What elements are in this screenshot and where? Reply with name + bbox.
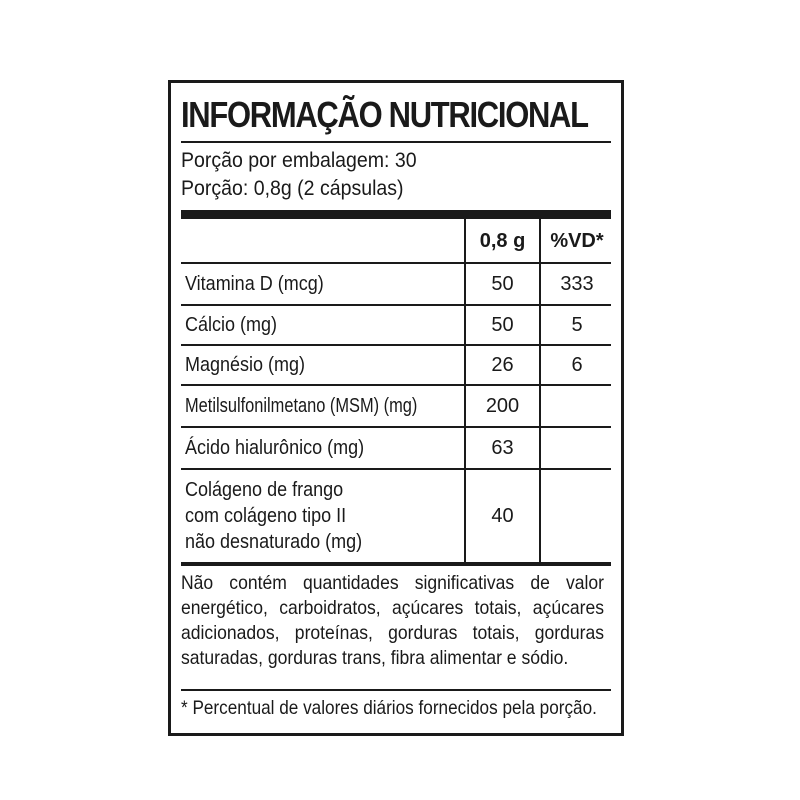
serving-size: Porção: 0,8g (2 cápsulas): [181, 177, 404, 200]
table-row-amount: [466, 346, 539, 384]
nutrient-name: Vitamina D (mcg): [185, 273, 324, 295]
nutrient-dv: 333: [560, 273, 594, 295]
table-row-dv: [541, 470, 613, 562]
table-row-dv: [541, 346, 613, 384]
table-row-dv: [541, 428, 613, 468]
nutrient-dv: 5: [571, 314, 583, 336]
nutrient-name-line: com colágeno tipo II: [185, 505, 347, 527]
nutrient-name: Cálcio (mg): [185, 314, 278, 336]
nutrient-name: Magnésio (mg): [185, 354, 306, 376]
nutrient-amount: 26: [491, 354, 514, 376]
not-significant-notice: Não contém quantidades significativas de valor energético, carboidratos, açúcares totais, açúcares adicionados, proteínas, gorduras totais, gorduras saturadas, gorduras trans, fibra alimentar e sódio.: [181, 572, 604, 669]
table-row-amount: [466, 428, 539, 468]
nutrient-amount: 50: [491, 273, 514, 295]
footnote-divider: [181, 689, 611, 691]
nutrition-facts-panel: [168, 80, 624, 736]
nutrient-amount: 63: [491, 437, 514, 459]
table-row-dv: [541, 386, 613, 426]
table-row-amount: [466, 470, 539, 562]
table-row-name: [185, 264, 463, 304]
table-row-dv: [541, 306, 613, 344]
servings-per-package: Porção por embalagem: 30: [181, 149, 417, 172]
table-bottom-divider: [181, 562, 611, 566]
table-row-name: [185, 386, 463, 426]
column-header-amount: [466, 219, 539, 262]
nutrient-amount: 50: [491, 314, 514, 336]
nutrient-name-line: Colágeno de frango: [185, 479, 344, 501]
table-row-dv: [541, 264, 613, 304]
nutrient-table: [181, 219, 611, 562]
nutrient-dv: 6: [571, 354, 583, 376]
label-title: INFORMAÇÃO NUTRICIONAL: [181, 94, 588, 135]
column-header-amount-label: 0,8 g: [479, 229, 526, 252]
table-row-name: [185, 306, 463, 344]
table-row-amount: [466, 264, 539, 304]
table-row-name: [185, 470, 463, 562]
header-divider: [181, 210, 611, 219]
nutrient-name: Ácido hialurônico (mg): [185, 437, 365, 459]
nutrient-name-line: não desnaturado (mg): [185, 531, 363, 553]
table-row-amount: [466, 306, 539, 344]
nutrient-name: Metilsulfonilmetano (MSM) (mg): [185, 395, 418, 417]
dv-footnote: * Percentual de valores diários fornecidos pela porção.: [181, 697, 597, 719]
table-row-name: [185, 428, 463, 468]
table-row-name: [185, 346, 463, 384]
column-header-dv: [541, 219, 613, 262]
nutrient-amount: 200: [485, 395, 520, 417]
nutrient-name: [185, 477, 362, 555]
column-header-dv-label: %VD*: [550, 229, 604, 252]
table-row-amount: [466, 386, 539, 426]
nutrient-amount: 40: [491, 505, 514, 527]
title-divider: [181, 141, 611, 143]
serving-info: [181, 147, 417, 203]
